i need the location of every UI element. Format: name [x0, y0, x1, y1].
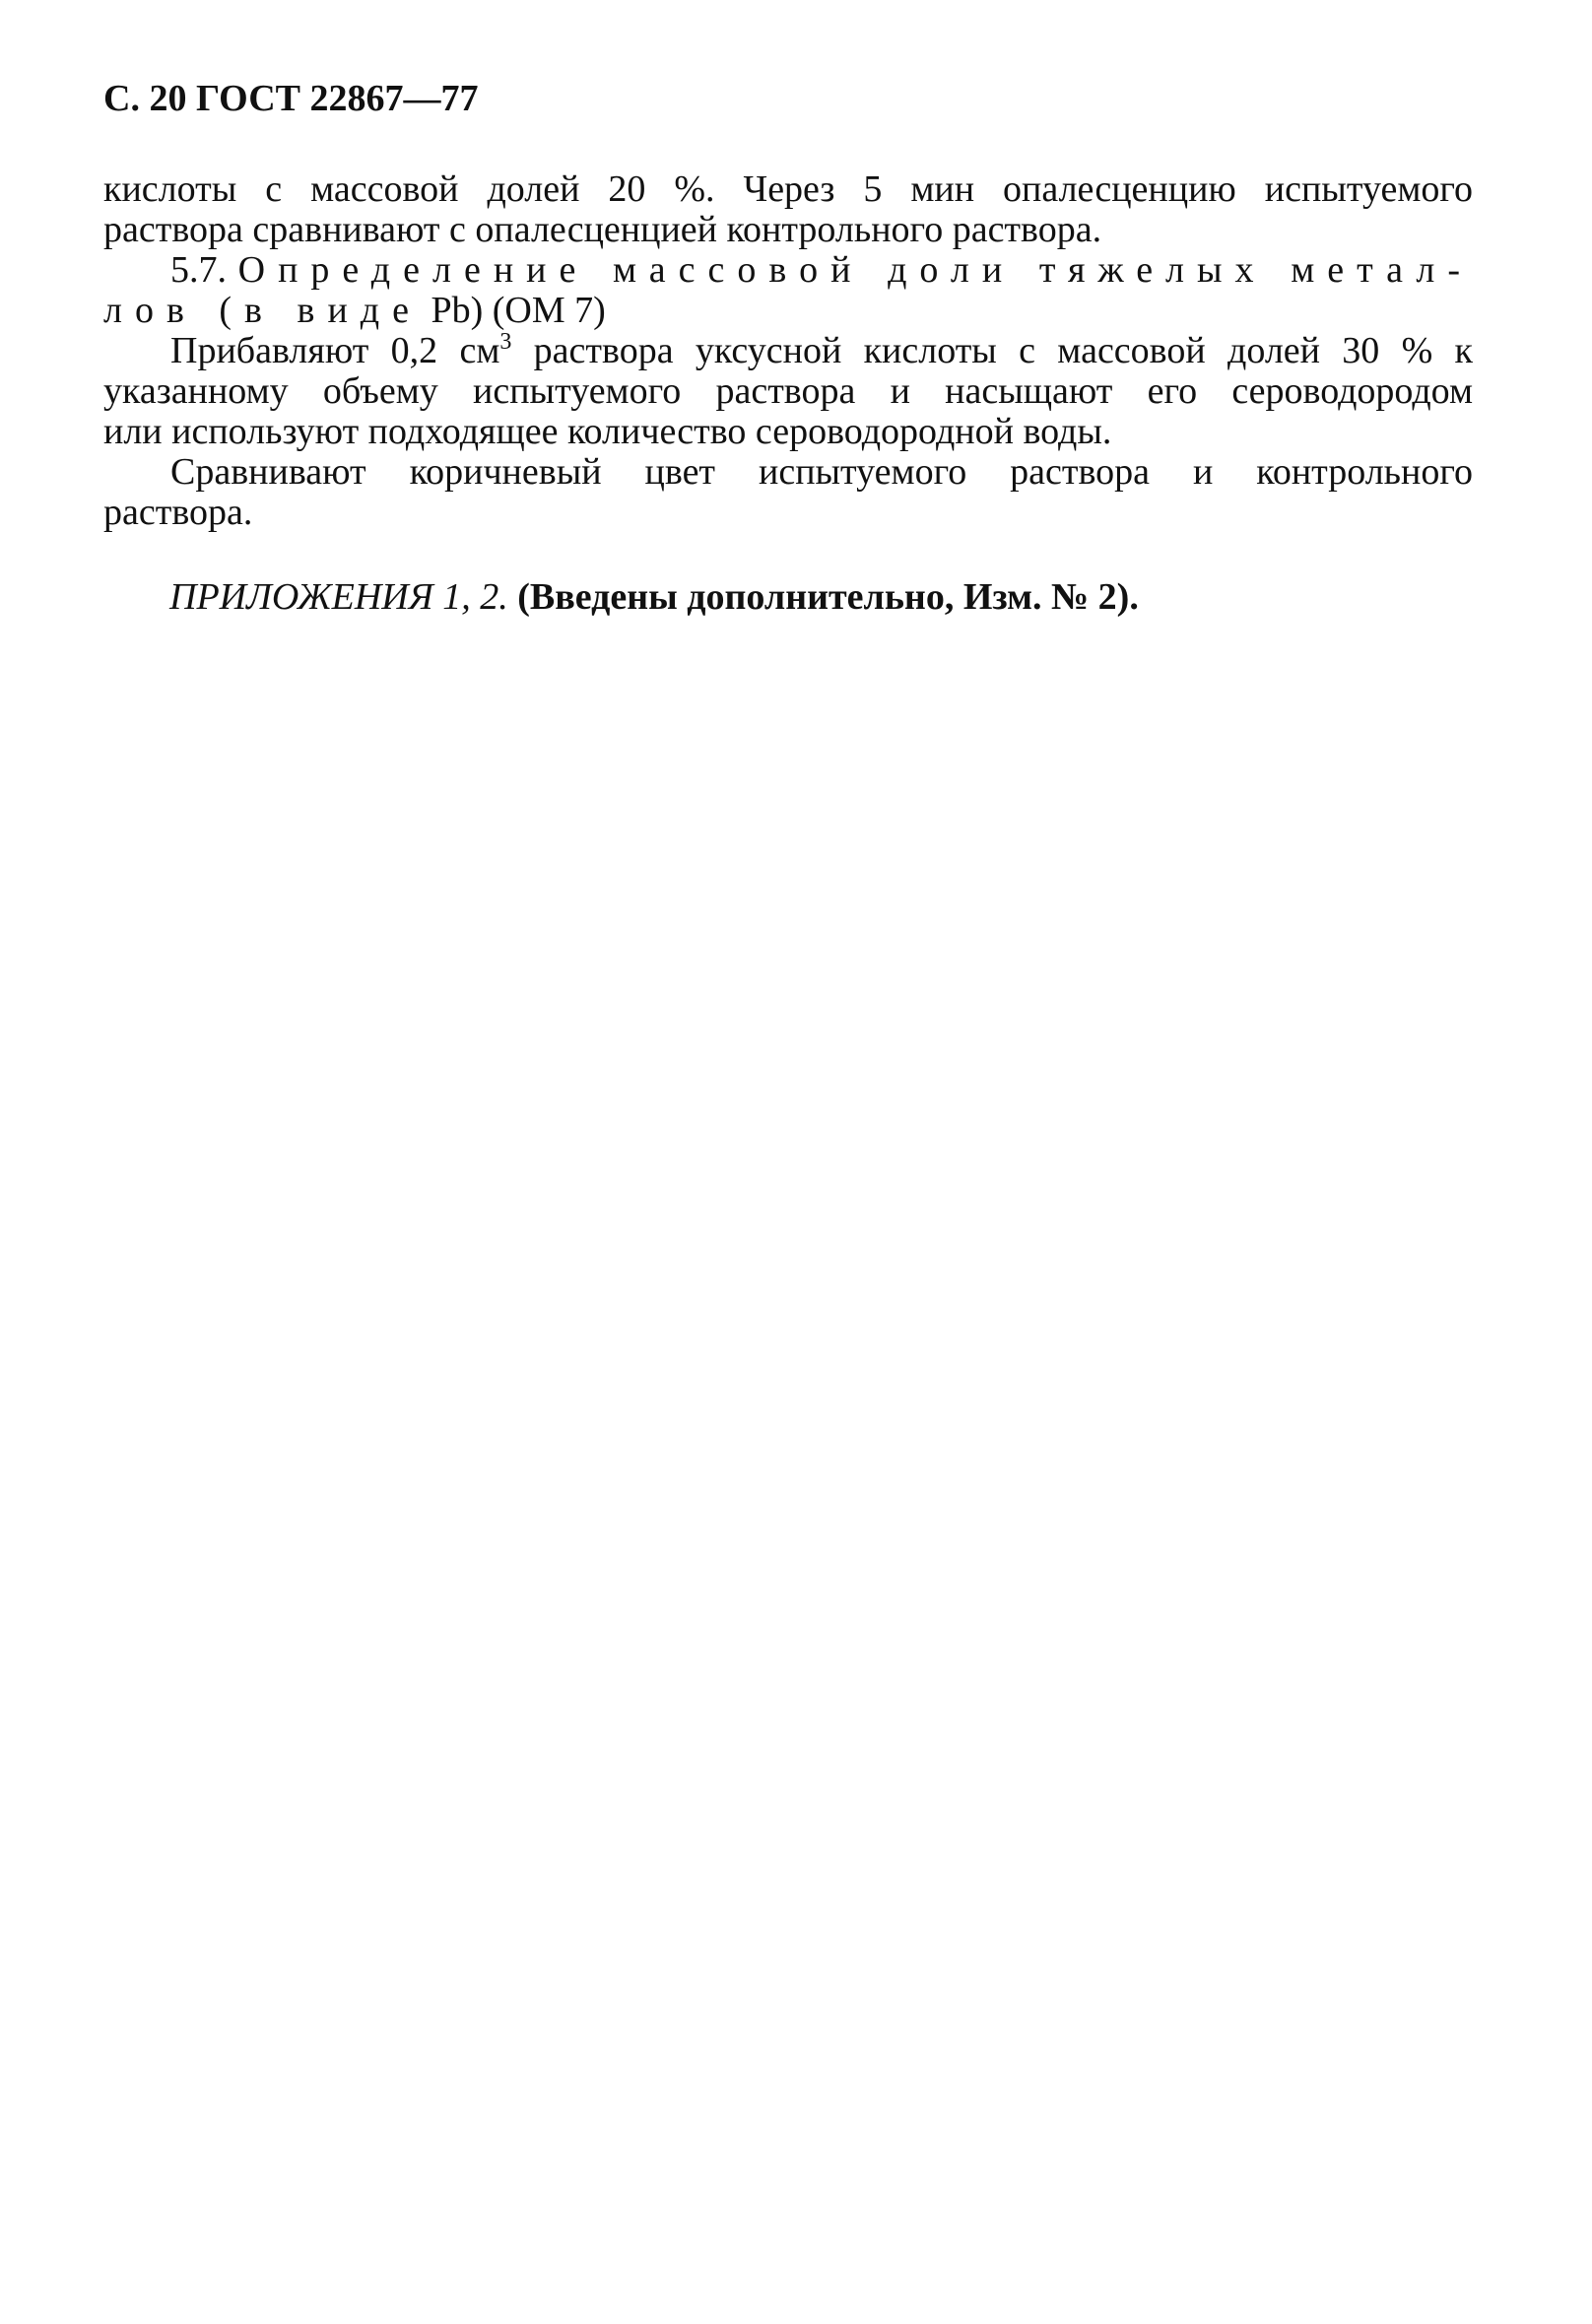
appendix-note [169, 575, 1139, 619]
text-line: или используют подходящее количество сероводородной воды. [103, 411, 1112, 452]
paragraph-procedure [103, 331, 1473, 452]
appendix-label: ПРИЛОЖЕНИЯ 1, 2. [169, 576, 508, 618]
paragraph-compare [103, 452, 1473, 533]
section-heading-text: Определение массовой доли тяжелых метал- [237, 249, 1474, 291]
text-line: раствора. [103, 492, 253, 533]
text-line: кислоты с массовой долей 20 %. Через 5 мин опалесценцию испытуемого [103, 168, 1473, 210]
section-number: 5.7. [170, 249, 227, 291]
superscript: 3 [499, 329, 512, 355]
text-segment: раствора уксусной кислоты с массовой долей 30 % к [533, 330, 1473, 371]
text-line: раствора сравнивают с опалесценцией контрольного раствора. [103, 209, 1102, 250]
section-heading-5-7 [103, 250, 1473, 331]
page-header: С. 20 ГОСТ 22867—77 [103, 78, 479, 119]
text-line [103, 331, 1473, 371]
text-line: Сравнивают коричневый цвет испытуемого раствора и контрольного [170, 451, 1473, 493]
text-segment: Прибавляют 0,2 см [170, 330, 500, 371]
section-heading-text-continued: лов (в виде [103, 290, 422, 331]
paragraph-continuation [103, 169, 1473, 250]
text-line: указанному объему испытуемого раствора и насыщают его сероводородом [103, 370, 1473, 412]
section-heading-tail: Pb) (ОМ 7) [431, 290, 606, 331]
heading-line [103, 291, 1473, 331]
document-body [103, 169, 1473, 533]
appendix-amendment: (Введены дополнительно, Изм. № 2). [517, 576, 1139, 618]
heading-line [103, 250, 1473, 291]
